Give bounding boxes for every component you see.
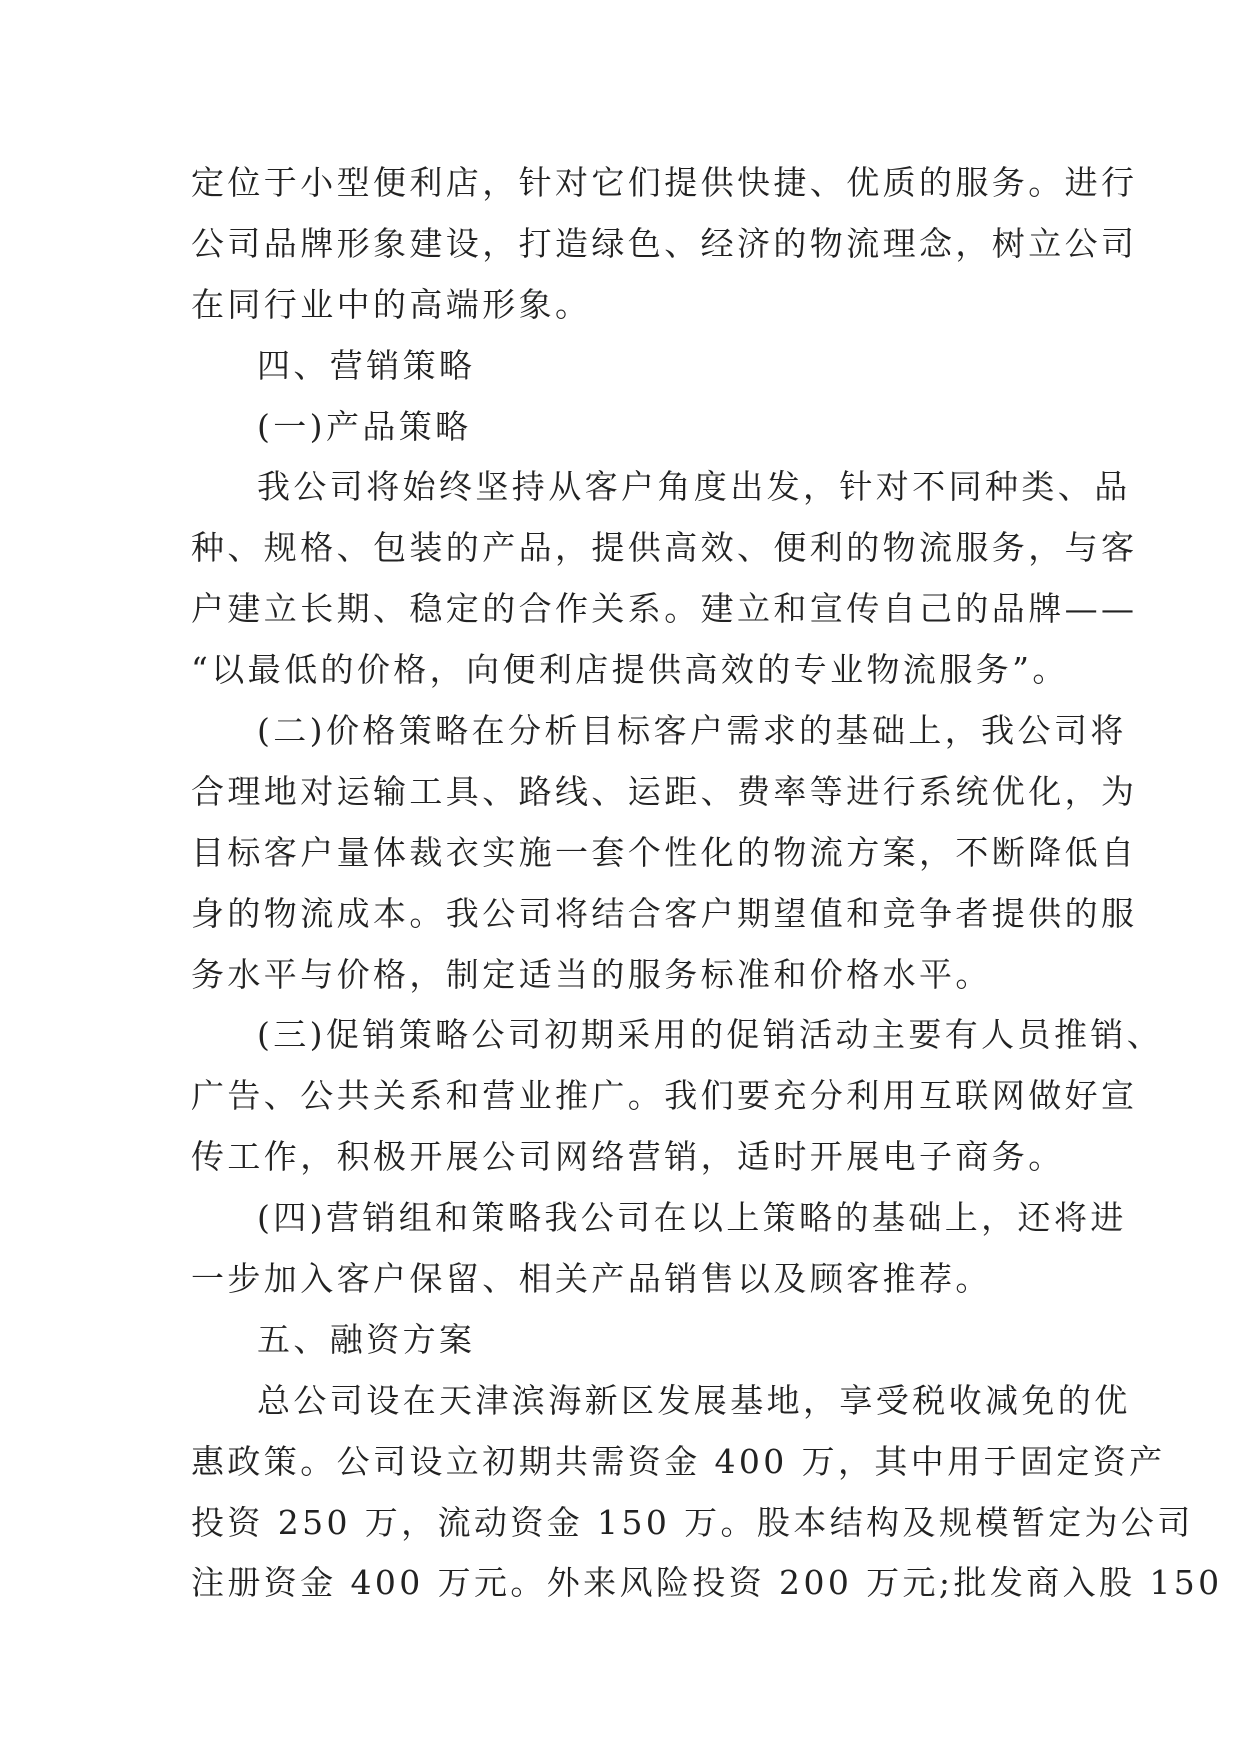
text-line: 我公司将始终坚持从客户角度出发，针对不同种类、品: [257, 467, 1131, 507]
text-line: 务水平与价格，制定适当的服务标准和价格水平。: [191, 954, 992, 994]
text-line: 种、规格、包装的产品，提供高效、便利的物流服务，与客: [191, 528, 1138, 568]
text-line: 总公司设在天津滨海新区发展基地，享受税收减免的优: [257, 1380, 1131, 1420]
text-line: 投资 250 万，流动资金 150 万。股本结构及规模暂定为公司: [191, 1502, 1194, 1542]
text-line: 定位于小型便利店，针对它们提供快捷、优质的服务。进行: [191, 163, 1138, 202]
text-line: 身的物流成本。我公司将结合客户期望值和竞争者提供的服: [191, 893, 1138, 933]
text-line: 惠政策。公司设立初期共需资金 400 万，其中用于固定资产: [191, 1441, 1166, 1481]
document-body: [191, 153, 1223, 1614]
text-line: 在同行业中的高端形象。: [191, 284, 592, 324]
subsection-heading: (一)产品策略: [257, 406, 472, 446]
text-line: 一步加入客户保留、相关产品销售以及顾客推荐。: [191, 1259, 992, 1299]
text-line: 目标客户量体裁衣实施一套个性化的物流方案，不断降低自: [191, 832, 1138, 872]
section-heading: 四、营销策略: [257, 345, 476, 385]
text-line: 广告、公共关系和营业推广。我们要充分利用互联网做好宣: [191, 1076, 1138, 1116]
text-line: 注册资金 400 万元。外来风险投资 200 万元;批发商入股 150: [191, 1563, 1223, 1603]
text-line: 传工作，积极开展公司网络营销，适时开展电子商务。: [191, 1137, 1065, 1177]
text-line: “以最低的价格，向便利店提供高效的专业物流服务”。: [191, 650, 1069, 690]
text-line: (三)促销策略公司初期采用的促销活动主要有人员推销、: [257, 1015, 1164, 1055]
section-heading: 五、融资方案: [257, 1319, 476, 1359]
text-line: 合理地对运输工具、路线、运距、费率等进行系统优化，为: [191, 771, 1138, 811]
text-line: 户建立长期、稳定的合作关系。建立和宣传自己的品牌——: [191, 589, 1138, 629]
text-line: 公司品牌形象建设，打造绿色、经济的物流理念，树立公司: [191, 223, 1138, 263]
text-line: (四)营销组和策略我公司在以上策略的基础上，还将进: [257, 1198, 1127, 1238]
text-line: (二)价格策略在分析目标客户需求的基础上，我公司将: [257, 711, 1127, 751]
